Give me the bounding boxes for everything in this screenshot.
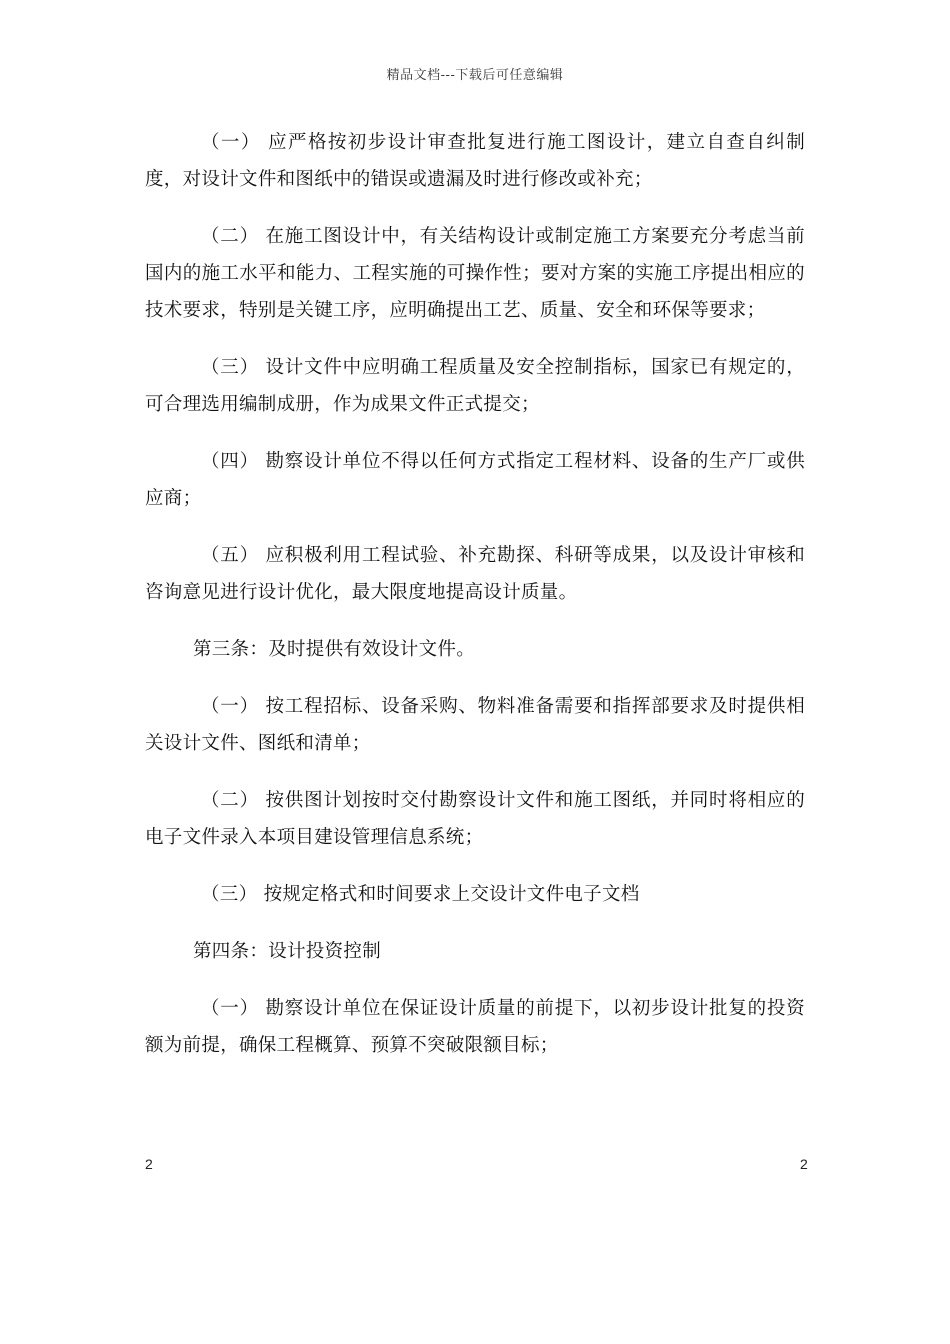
page-number-left: 2	[145, 1156, 153, 1172]
clause-item: （一） 按工程招标、设备采购、物料准备需要和指挥部要求及时提供相关设计文件、图纸和清单；	[145, 696, 805, 754]
clause-item: （三） 按规定格式和时间要求上交设计文件电子文档	[201, 884, 640, 905]
article-heading: 第四条：设计投资控制	[193, 941, 382, 962]
page-header: 精品文档---下载后可任意编辑	[386, 68, 564, 83]
clause-item: （三） 设计文件中应明确工程质量及安全控制指标，国家已有规定的，可合理选用编制成册，作为成果文件正式提交；	[145, 357, 805, 415]
clause-item: （四） 勘察设计单位不得以任何方式指定工程材料、设备的生产厂或供应商；	[145, 451, 805, 509]
page-number-right: 2	[800, 1156, 808, 1172]
clause-item: （五） 应积极利用工程试验、补充勘探、科研等成果，以及设计审核和咨询意见进行设计优化，最大限度地提高设计质量。	[145, 545, 805, 603]
article-heading: 第三条：及时提供有效设计文件。	[193, 639, 476, 660]
clause-item: （一） 勘察设计单位在保证设计质量的前提下，以初步设计批复的投资额为前提，确保工程概算、预算不突破限额目标；	[145, 998, 805, 1056]
clause-item: （二） 在施工图设计中，有关结构设计或制定施工方案要充分考虑当前国内的施工水平和能力、工程实施的可操作性；要对方案的实施工序提出相应的技术要求，特别是关键工序，应明确提出工艺、质量、安全和环保等要求；	[145, 226, 805, 321]
clause-item: （一） 应严格按初步设计审查批复进行施工图设计，建立自查自纠制度，对设计文件和图纸中的错误或遗漏及时进行修改或补充；	[145, 132, 805, 190]
document-body	[145, 124, 805, 1084]
clause-item: （二） 按供图计划按时交付勘察设计文件和施工图纸，并同时将相应的电子文件录入本项目建设管理信息系统；	[145, 790, 805, 848]
